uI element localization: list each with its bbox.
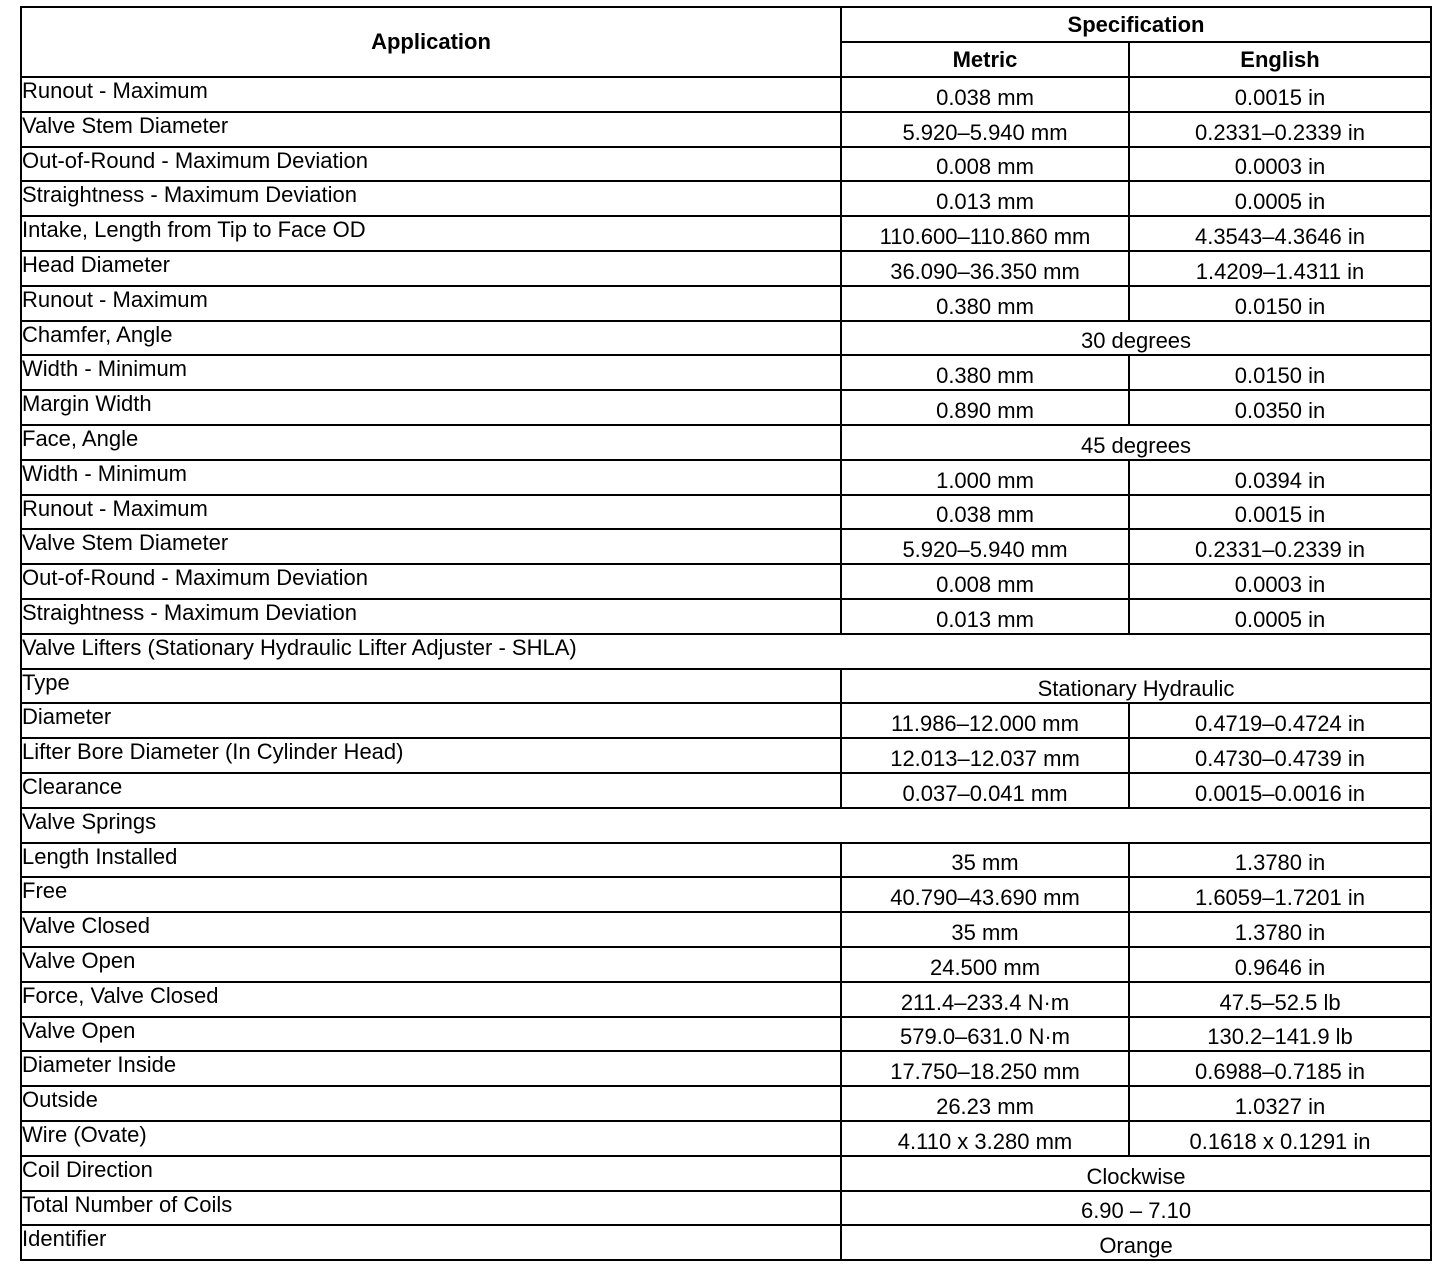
table-row	[21, 564, 1431, 599]
spec-value-cell: Stationary Hydraulic	[841, 669, 1431, 704]
table-row	[21, 112, 1431, 147]
english-cell: 0.0150 in	[1129, 286, 1431, 321]
metric-cell: 36.090–36.350 mm	[841, 251, 1129, 286]
application-cell: Type	[21, 669, 841, 704]
english-cell: 0.9646 in	[1129, 947, 1431, 982]
header-specification: Specification	[841, 7, 1431, 42]
metric-cell: 35 mm	[841, 912, 1129, 947]
english-cell: 1.0327 in	[1129, 1086, 1431, 1121]
application-cell: Clearance	[21, 773, 841, 808]
metric-cell: 24.500 mm	[841, 947, 1129, 982]
application-cell: Margin Width	[21, 390, 841, 425]
application-cell: Head Diameter	[21, 251, 841, 286]
english-cell: 0.1618 x 0.1291 in	[1129, 1121, 1431, 1156]
table-row	[21, 738, 1431, 773]
header-english: English	[1129, 42, 1431, 77]
table-row	[21, 216, 1431, 251]
metric-cell: 40.790–43.690 mm	[841, 877, 1129, 912]
application-cell: Valve Closed	[21, 912, 841, 947]
table-row	[21, 599, 1431, 634]
application-cell: Identifier	[21, 1225, 841, 1260]
english-cell: 0.0350 in	[1129, 390, 1431, 425]
section-row	[21, 808, 1431, 843]
english-cell: 0.0150 in	[1129, 355, 1431, 390]
metric-cell: 579.0–631.0 N·m	[841, 1017, 1129, 1052]
application-cell: Diameter	[21, 703, 841, 738]
application-cell: Force, Valve Closed	[21, 982, 841, 1017]
section-label: Valve Lifters (Stationary Hydraulic Lifter Adjuster - SHLA)	[21, 634, 1431, 669]
table-row	[21, 1086, 1431, 1121]
application-cell: Wire (Ovate)	[21, 1121, 841, 1156]
spec-table	[20, 6, 1432, 1261]
table-row	[21, 251, 1431, 286]
table-row	[21, 147, 1431, 182]
application-cell: Runout - Maximum	[21, 495, 841, 530]
table-row	[21, 703, 1431, 738]
application-cell: Length Installed	[21, 843, 841, 878]
english-cell: 1.4209–1.4311 in	[1129, 251, 1431, 286]
table-row	[21, 425, 1431, 460]
english-cell: 130.2–141.9 lb	[1129, 1017, 1431, 1052]
application-cell: Out-of-Round - Maximum Deviation	[21, 564, 841, 599]
metric-cell: 0.038 mm	[841, 495, 1129, 530]
application-cell: Valve Stem Diameter	[21, 529, 841, 564]
table-row	[21, 669, 1431, 704]
table-body	[21, 77, 1431, 1260]
metric-cell: 211.4–233.4 N·m	[841, 982, 1129, 1017]
metric-cell: 4.110 x 3.280 mm	[841, 1121, 1129, 1156]
english-cell: 0.6988–0.7185 in	[1129, 1051, 1431, 1086]
table-row	[21, 181, 1431, 216]
table-row	[21, 529, 1431, 564]
application-cell: Intake, Length from Tip to Face OD	[21, 216, 841, 251]
english-cell: 0.0005 in	[1129, 599, 1431, 634]
english-cell: 4.3543–4.3646 in	[1129, 216, 1431, 251]
english-cell: 0.0003 in	[1129, 147, 1431, 182]
metric-cell: 0.380 mm	[841, 286, 1129, 321]
table-row	[21, 947, 1431, 982]
english-cell: 0.0015 in	[1129, 495, 1431, 530]
application-cell: Out-of-Round - Maximum Deviation	[21, 147, 841, 182]
table-row	[21, 877, 1431, 912]
application-cell: Valve Open	[21, 1017, 841, 1052]
table-row	[21, 286, 1431, 321]
metric-cell: 11.986–12.000 mm	[841, 703, 1129, 738]
application-cell: Valve Stem Diameter	[21, 112, 841, 147]
metric-cell: 1.000 mm	[841, 460, 1129, 495]
metric-cell: 0.013 mm	[841, 181, 1129, 216]
spec-value-cell: 30 degrees	[841, 321, 1431, 356]
metric-cell: 0.008 mm	[841, 564, 1129, 599]
english-cell: 0.2331–0.2339 in	[1129, 529, 1431, 564]
application-cell: Valve Open	[21, 947, 841, 982]
metric-cell: 17.750–18.250 mm	[841, 1051, 1129, 1086]
table-row	[21, 773, 1431, 808]
metric-cell: 12.013–12.037 mm	[841, 738, 1129, 773]
english-cell: 0.0015 in	[1129, 77, 1431, 112]
spec-value-cell: Orange	[841, 1225, 1431, 1260]
metric-cell: 0.008 mm	[841, 147, 1129, 182]
application-cell: Coil Direction	[21, 1156, 841, 1191]
table-row	[21, 390, 1431, 425]
spec-value-cell: Clockwise	[841, 1156, 1431, 1191]
metric-cell: 5.920–5.940 mm	[841, 529, 1129, 564]
table-row	[21, 77, 1431, 112]
application-cell: Width - Minimum	[21, 460, 841, 495]
application-cell: Straightness - Maximum Deviation	[21, 181, 841, 216]
table-row	[21, 355, 1431, 390]
table-row	[21, 1051, 1431, 1086]
english-cell: 1.6059–1.7201 in	[1129, 877, 1431, 912]
metric-cell: 0.037–0.041 mm	[841, 773, 1129, 808]
table-row	[21, 460, 1431, 495]
application-cell: Lifter Bore Diameter (In Cylinder Head)	[21, 738, 841, 773]
table-row	[21, 495, 1431, 530]
table-header	[21, 7, 1431, 77]
english-cell: 0.0005 in	[1129, 181, 1431, 216]
header-metric: Metric	[841, 42, 1129, 77]
spec-value-cell: 45 degrees	[841, 425, 1431, 460]
application-cell: Straightness - Maximum Deviation	[21, 599, 841, 634]
metric-cell: 0.890 mm	[841, 390, 1129, 425]
metric-cell: 0.038 mm	[841, 77, 1129, 112]
metric-cell: 0.380 mm	[841, 355, 1129, 390]
header-application: Application	[21, 7, 841, 77]
table-row	[21, 1191, 1431, 1226]
application-cell: Chamfer, Angle	[21, 321, 841, 356]
metric-cell: 35 mm	[841, 843, 1129, 878]
application-cell: Total Number of Coils	[21, 1191, 841, 1226]
application-cell: Free	[21, 877, 841, 912]
application-cell: Diameter Inside	[21, 1051, 841, 1086]
table-row	[21, 843, 1431, 878]
metric-cell: 26.23 mm	[841, 1086, 1129, 1121]
table-row	[21, 982, 1431, 1017]
application-cell: Width - Minimum	[21, 355, 841, 390]
table-row	[21, 1017, 1431, 1052]
metric-cell: 110.600–110.860 mm	[841, 216, 1129, 251]
application-cell: Runout - Maximum	[21, 77, 841, 112]
section-label: Valve Springs	[21, 808, 1431, 843]
english-cell: 1.3780 in	[1129, 912, 1431, 947]
application-cell: Face, Angle	[21, 425, 841, 460]
english-cell: 1.3780 in	[1129, 843, 1431, 878]
metric-cell: 0.013 mm	[841, 599, 1129, 634]
english-cell: 0.0394 in	[1129, 460, 1431, 495]
metric-cell: 5.920–5.940 mm	[841, 112, 1129, 147]
section-row	[21, 634, 1431, 669]
english-cell: 0.2331–0.2339 in	[1129, 112, 1431, 147]
table-row	[21, 1225, 1431, 1260]
table-row	[21, 321, 1431, 356]
spec-value-cell: 6.90 – 7.10	[841, 1191, 1431, 1226]
table-row	[21, 912, 1431, 947]
application-cell: Outside	[21, 1086, 841, 1121]
english-cell: 0.0003 in	[1129, 564, 1431, 599]
english-cell: 47.5–52.5 lb	[1129, 982, 1431, 1017]
english-cell: 0.4730–0.4739 in	[1129, 738, 1431, 773]
table-row	[21, 1121, 1431, 1156]
application-cell: Runout - Maximum	[21, 286, 841, 321]
english-cell: 0.4719–0.4724 in	[1129, 703, 1431, 738]
english-cell: 0.0015–0.0016 in	[1129, 773, 1431, 808]
table-row	[21, 1156, 1431, 1191]
